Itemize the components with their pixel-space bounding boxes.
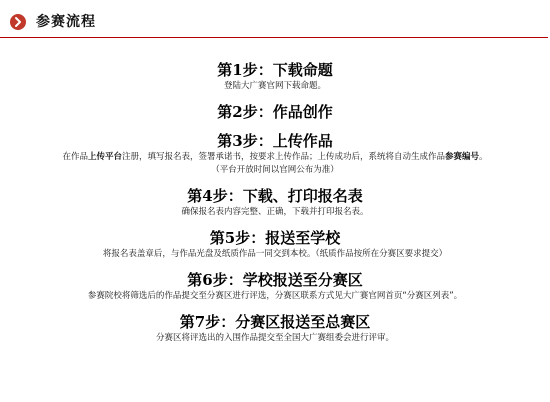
desc-text: 。 [479,152,488,162]
step-title: 第4步：下载、打印报名表 [187,187,363,205]
step-title: 第2步：作品创作 [217,103,333,121]
step-description: 分赛区将评选出的入围作品提交至全国大广赛组委会进行评审。 [155,333,394,343]
section-header [0,8,550,36]
header-divider [0,37,548,38]
step-5 [0,228,550,261]
section-title: 参赛流程 [36,14,96,30]
steps-list [0,60,550,345]
step-description [0,151,550,164]
step-title: 第7步：分赛区报送至总赛区 [179,313,371,331]
desc-emphasis: 上传平台 [87,152,122,162]
step-title: 第6步：学校报送至分赛区 [187,271,363,289]
step-2 [0,102,550,122]
step-description: 参赛院校将筛选后的作品提交至分赛区进行评选，分赛区联系方式见大广赛官网首页“分赛区列表”。 [87,291,463,301]
step-description: 将报名表盖章后，与作品光盘及纸质作品一同交到本校。（纸质作品按所在分赛区要求提交） [102,249,448,259]
step-title: 第1步：下载命题 [217,61,333,79]
desc-text: 在作品 [62,152,88,162]
step-note: （平台开放时间以官网公布为准） [211,165,339,175]
desc-emphasis: 参赛编号 [445,152,480,162]
arrow-right-circle-icon [10,14,26,30]
step-6 [0,270,550,303]
step-7 [0,312,550,345]
step-4 [0,186,550,219]
step-title: 第5步：报送至学校 [209,229,341,247]
step-title: 第3步：上传作品 [217,132,333,150]
step-description: 登陆大广赛官网下载命题。 [223,81,326,91]
desc-text: 注册，填写报名表，签署承诺书，按要求上传作品；上传成功后，系统将自动生成作品 [121,152,445,162]
step-1 [0,60,550,93]
step-description: 确保报名表内容完整、正确，下载并打印报名表。 [181,207,369,217]
step-3 [0,131,550,177]
